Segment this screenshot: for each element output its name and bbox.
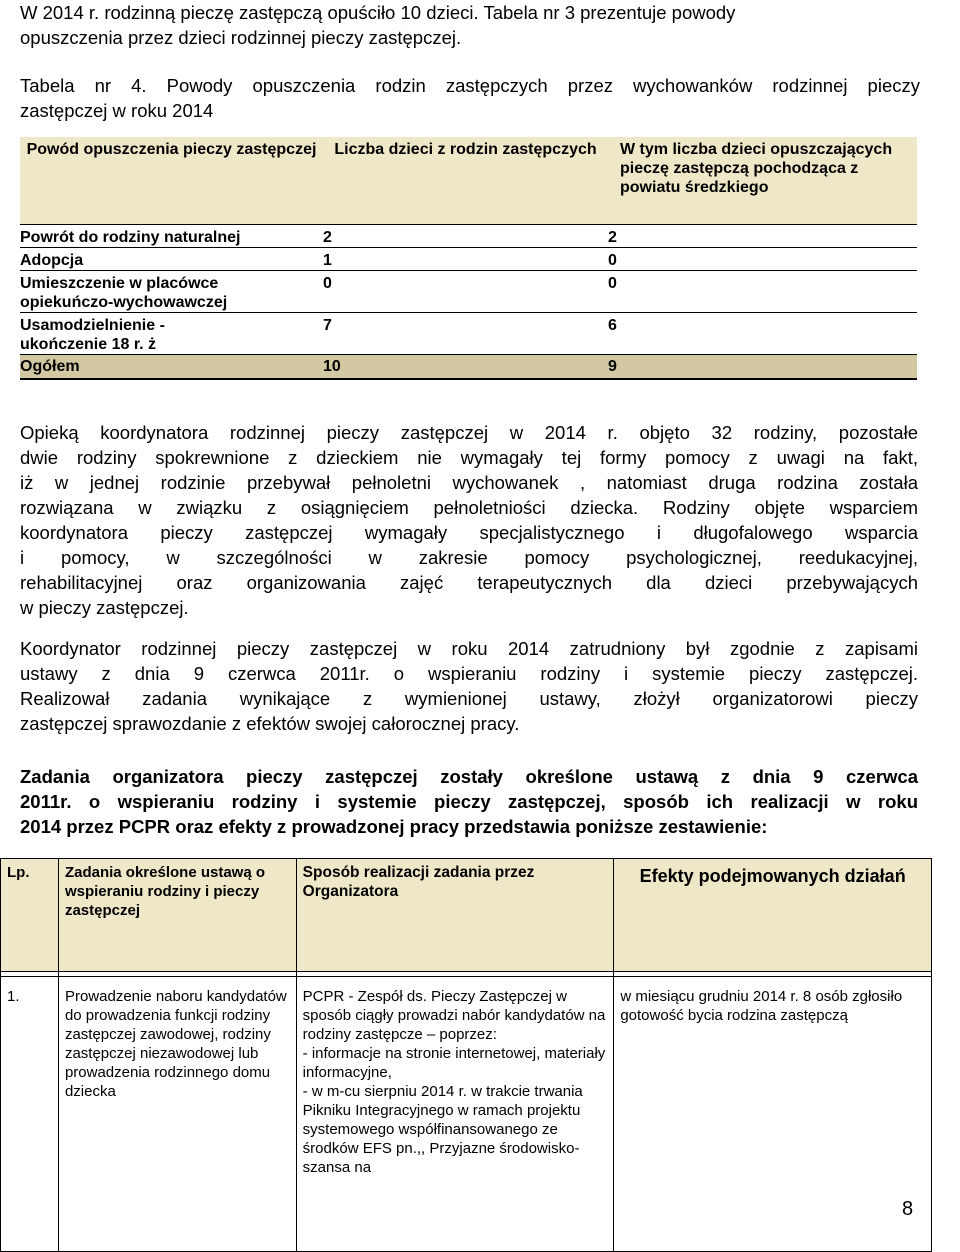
total-label: Ogółem (20, 355, 323, 380)
row-count: 7 (323, 313, 608, 355)
row-count: 2 (323, 225, 608, 248)
row-task: Prowadzenie naboru kandydatów do prowadzenia funkcji rodziny zastępczej zawodowej, rodziny zastępczej niezawodowej lub prowadzenia rodzinnego domu dziecka (58, 977, 296, 1252)
header-effects: Efekty podejmowanych działań (614, 859, 932, 972)
paragraph-line: ustawy z dnia 9 czerwca 2011r. o wspieraniu rodziny i systemie pieczy zastępczej. (20, 663, 918, 684)
paragraph-coordinator-care (20, 420, 918, 620)
method-line: - w m-cu sierpniu 2014 r. w trakcie trwania Pikniku Integracyjnego w ramach projektu systemowego współfinansowanego ze środków EFS pn.,, Przyjazne środowisko-szansa na (302, 1083, 583, 1176)
row-count: 1 (323, 248, 608, 271)
row-method (296, 977, 614, 1252)
table-row (20, 271, 917, 313)
paragraph-line: Realizował zadania wynikające z wymienionej ustawy, złożył organizatorowi pieczy (20, 688, 918, 709)
intro-line-2: opuszczenia przez dzieci rodzinnej pieczy zastępczej. (20, 27, 462, 48)
tasks-table (0, 858, 932, 1252)
intro-line-1: W 2014 r. rodzinną pieczę zastępczą opuściło 10 dzieci. Tabela nr 3 prezentuje powody (20, 2, 736, 23)
row-from-county: 0 (608, 271, 917, 313)
header-reason: Powód opuszczenia pieczy zastępczej (20, 137, 323, 225)
row-reason: Umieszczenie w placówce opiekuńczo-wychowawczej (20, 271, 323, 313)
row-lp: 1. (1, 977, 59, 1252)
paragraph-line: iż w jednej rodzinie przebywał pełnoletni wychowanek , natomiast druga rodzina została (20, 472, 918, 493)
method-line: PCPR - Zespół ds. Pieczy Zastępczej w sposób ciągły prowadzi nabór kandydatów na rodziny zastępcze – poprzez: (302, 988, 606, 1043)
total-row (20, 355, 917, 380)
header-count: Liczba dzieci z rodzin zastępczych (323, 137, 608, 225)
total-count: 10 (323, 355, 608, 380)
table-row (20, 225, 917, 248)
paragraph-line: Opieką koordynatora rodzinnej pieczy zastępczej w 2014 r. objęto 32 rodziny, pozostałe (20, 422, 918, 443)
table-row (20, 248, 917, 271)
method-line: - informacje na stronie internetowej, materiały informacyjne, (302, 1045, 606, 1081)
row-reason: Adopcja (20, 248, 323, 271)
header-from-county: W tym liczba dzieci opuszczających pieczę zastępczą pochodząca z powiatu średzkiego (608, 137, 917, 225)
intro-text (20, 0, 940, 50)
heading-line: 2014 przez PCPR oraz efekty z prowadzonej pracy przedstawia poniższe zestawienie: (20, 816, 768, 837)
paragraph-line: i pomocy, w szczególności w zakresie pomocy psychologicznej, reedukacyjnej, (20, 547, 918, 568)
row-from-county: 2 (608, 225, 917, 248)
heading-line: Zadania organizatora pieczy zastępczej zostały określone ustawą z dnia 9 czerwca (20, 766, 918, 787)
paragraph-line: koordynatora pieczy zastępczej wymagały specjalistycznego i długofalowego wsparcia (20, 522, 918, 543)
table1-caption-line-1: Tabela nr 4. Powody opuszczenia rodzin zastępczych przez wychowanków rodzinnej pieczy (20, 75, 920, 96)
paragraph-line: zastępczej sprawozdanie z efektów swojej całorocznej pracy. (20, 713, 520, 734)
row-effect: w miesiącu grudniu 2014 r. 8 osób zgłosiło gotowość bycia rodzina zastępczą (614, 977, 932, 1252)
table-row (20, 313, 917, 355)
paragraph-line: rehabilitacyjnej oraz organizowania zajęć terapeutycznych dla dzieci przebywających (20, 572, 918, 593)
table-row (1, 977, 932, 1252)
reasons-table-header (20, 137, 917, 225)
table1-caption-line-2: zastępczej w roku 2014 (20, 100, 214, 121)
row-reason: Usamodzielnienie -ukończenie 18 r. ż (20, 313, 323, 355)
tasks-table-header (1, 859, 932, 972)
header-lp: Lp. (1, 859, 59, 972)
table1-caption (20, 73, 920, 123)
heading-line: 2011r. o wspieraniu rodziny i systemie pieczy zastępczej, sposób ich realizacji w roku (20, 791, 918, 812)
paragraph-line: dwie rodziny spokrewnione z dzieckiem nie wymagały tej formy pomocy z uwagi na fakt, (20, 447, 918, 468)
paragraph-line: w pieczy zastępczej. (20, 597, 189, 618)
row-count: 0 (323, 271, 608, 313)
header-tasks: Zadania określone ustawą o wspieraniu rodziny i pieczy zastępczej (58, 859, 296, 972)
reasons-table (20, 137, 917, 380)
paragraph-line: rozwiązana w związku z osiągnięciem pełnoletniości dziecka. Rodziny objęte wsparciem (20, 497, 918, 518)
total-from-county: 9 (608, 355, 917, 380)
paragraph-line: Koordynator rodzinnej pieczy zastępczej w roku 2014 zatrudniony był zgodnie z zapisami (20, 638, 918, 659)
page-number: 8 (902, 1198, 914, 1220)
paragraph-coordinator-employment (20, 636, 918, 736)
row-from-county: 6 (608, 313, 917, 355)
row-reason: Powrót do rodziny naturalnej (20, 225, 323, 248)
header-method: Sposób realizacji zadania przez Organizatora (296, 859, 614, 972)
row-from-county: 0 (608, 248, 917, 271)
tasks-heading (20, 764, 918, 839)
